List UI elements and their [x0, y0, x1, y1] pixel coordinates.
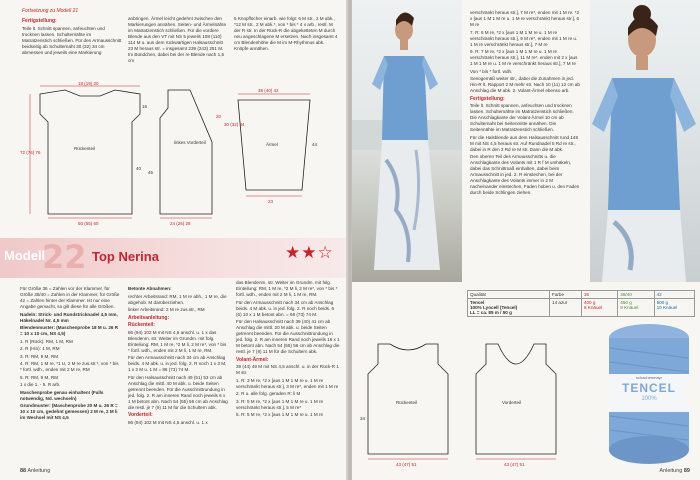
paragraph: 2. R (Hin): 1 M, RM: [20, 346, 60, 351]
paragraph: Fertigstellung:: [470, 95, 505, 102]
paragraph: 1. R: 3 M re, *2 x [aus 1 M 1 M re u. 1 M re verschränkt heraus str.], 3 M re*, enden mit 1 M re: [236, 377, 339, 389]
back-bottom-measure: 50 (55) 60: [78, 221, 99, 226]
page-label-left: Anleitung: [27, 468, 51, 474]
paragraph: Vorderteil:: [128, 412, 153, 418]
front2-label: Vorderteil: [502, 400, 522, 405]
sleeve-top-measure: 38 (40) 42: [258, 88, 279, 93]
model-word: Modell: [4, 248, 46, 263]
paragraph: rechter Arbeitsrand: RM, 1 M re abh., 1 M re, die abgehob. M darüberziehen.: [128, 293, 227, 305]
continuation-title: Fortsetzung zu Modell 21: [22, 8, 79, 14]
back-schematic: [20, 81, 148, 226]
paragraph: 1. R (Rück): RM, 1 M, RM: [20, 338, 73, 344]
front2-schematic: [476, 344, 556, 467]
instructions-column-3: [236, 280, 340, 420]
paragraph: Grundmuster: (Maschenprobe 20 M u. 26 R = 10 x 10 cm, gedehnt gemessen) 2 M re, 2 M li im Wechsel mit NS 4,5: [20, 403, 118, 420]
paragraph: 2. R u. alle folg. geraden R: li M: [236, 391, 301, 396]
paragraph: Den oberen Teil des Armausschnitts u. die Anschlagkante des Volants mit 1 R f M umhäkeln, dabei das Schnittmaß einhalten, dabei beim Armausschnitt in jed. 2. R einstechen, bei der Anschlagkante des Volants immer in 2 M nacheinander einstechen, Faden hoben u. den Faden durch beide Schlingen ziehen.: [470, 154, 580, 195]
yarn-composition: 100% Lyocell (Tencel): [470, 305, 518, 310]
paragraph: Teile lt. Schnitt spannen, anfeuchten und trocknen lassen. Schulternähte im Matratzenstich schließen. Die Anschlagkante der Volant-Ärmel 10 cm ab Schulternaht bei Seitenmitte annähen. Die Seitennähte im Matratzenstich schließen.: [470, 103, 574, 132]
continuation-text-3: 5 Knopflöcher einarb. wie folgt: 6 M str., 2 M abk., *12 M str., 2 M abk.*, von * bis * 4 x arb., restl. M der R str. In der Rück-R die abgeketteten M durch neu angeschlagene M ersetzen. Nach insgesamt 4 cm Blendenhöhe die M im M-Rhythmus abk. Knöpfe annähen.: [234, 16, 338, 51]
continuation-column: [22, 8, 122, 57]
finishing-heading: Fertigstellung:: [22, 18, 57, 24]
paragraph: 1 x die 1. - 5. R arb.: [20, 382, 61, 387]
yarn-quality-cell: [468, 299, 550, 317]
sleeve-height-measure: 44: [312, 142, 318, 147]
paragraph: 5. R: 5 M re, *2 x [aus 1 M 1 M re u. 1 M re: [236, 412, 324, 417]
sleeve-label: Ärmel: [266, 142, 278, 147]
page-footer-left: [20, 468, 50, 474]
back2-height-measure: 34: [360, 416, 366, 421]
continuation-column-3: [234, 16, 338, 54]
amount-38-40: 450 g: [620, 300, 632, 305]
left-page: [0, 0, 348, 480]
paragraph: 9. R: 7 M re, *2 x [aus 1 M 1 M re u. 1 M re verschränkt heraus str.], 11 M re*, enden mit 2 x [aus 1 M 1 M re u. 1 M re verschränkt heraus str.], 7 M re: [470, 49, 578, 66]
page-number-left: 88: [20, 468, 27, 474]
back-height-measure: 72 (74) 76: [20, 150, 41, 155]
paragraph: Für den Halsausschnitt nach 49 (51) 53 cm ab Anschlag die mittl. 40 M abk. u. beide Seiten getrennt beenden. Für die Ausschnittrundung in jed. folg. 2. R am inneren Rand noch jeweils 6 x 1 M betont abn. Nach 54 (55) 56 cm ab Anschlag die restl. je 7 (9) 11 M für die Schultern abk.: [128, 374, 228, 410]
paragraph: Betonte Abnahmen:: [128, 286, 172, 291]
paragraph: Maschenprobe genau einhalten! (Falls notwendig, Nd. wechseln): [20, 389, 104, 401]
paragraph: Für die Halsblende aus dem Halsausschnitt rund 148 M mit NS 4,5 heraus str. Auf Rundnadel 5 Rd re str., dabei in R den 3 Rd re M str. Dann die M abk.: [470, 134, 579, 152]
left-front-schematic: [148, 90, 222, 226]
yarn-length: LL = ca. 85 m / 50 g: [470, 310, 512, 315]
paragraph: 7. R: 6 M re, *2 x [aus 1 M 1 M re u. 1 M re verschränkt heraus str.], 9 M re*, enden mit 1 M re u. 1 M re verschränkt heraus str.], 7 M re: [470, 29, 578, 47]
header-size-42: 42: [654, 291, 694, 299]
sleeve-bottom-measure: 23: [268, 199, 274, 204]
front-side-measure: 20: [216, 114, 222, 119]
page-label-right: Anleitung: [659, 468, 683, 474]
front-label: linkes Vorderteil: [174, 140, 206, 145]
paragraph: 3. R: RM, 9 M, RM: [20, 353, 59, 359]
header-color: Farbe: [550, 291, 582, 299]
amount-42: 500 g: [656, 300, 669, 305]
paragraph: Rückenteil:: [128, 322, 155, 328]
yarn-ball-photo: [604, 318, 694, 468]
back2-schematic: [360, 344, 448, 467]
yarn-brand: schachenmayr: [635, 375, 662, 380]
paragraph: 39 (44) 49 M mit NS 4,5 anschl. u. in der Rück-R 1 M str.: [236, 364, 339, 375]
model-number: 22: [42, 238, 87, 276]
model-name: Top Nerina: [92, 249, 159, 264]
paragraph: Für den Halsausschnitt nach 39 (40) 41 cm ab Anschlag die mittl. 20 M abk. u. beide Seiten getrennt beenden. Für die Ausschnittrundung in jed. folg. 2. R am inneren Rand noch jeweils 16 x 1 M betont abn. Nach 54 (55) 56 cm ab Anschlag die restl. je 7 (9) 11 M für die Schultern abk.: [236, 319, 340, 354]
paragraph: das Blendenm. str. Weiter im Grundm. mit folg. Einteilung: RM, 1 M re, *2 M li, 2 M re*, von * bis * fortl. wdh., enden mit 2 M li, 1 M re, RM.: [236, 280, 338, 297]
yarn-amount-36: [581, 299, 617, 317]
continuation-column-2: [128, 16, 228, 66]
continuation-text-2: anbringen. Ärmel leicht gedehnt zwischen den Markierungen annähen. Seiten- und Ärmelnähte im Matratzenstich schließen. Für die vordere Blende aus den VT mit NS 5 jeweils 108 (110) 114 M u. aus dem rückwärtigen Halsausschnitt 23 M heraus str. = insgesamt 239 (243) 251 M. Im Bündchen, dabei bei der re Blende nach 1,5 cm: [128, 16, 227, 63]
yarn-table-row: [468, 299, 695, 317]
right-instructions-column: [470, 10, 580, 198]
paragraph: 4. R: RM, 1 M re, *1 U, 2 M re zus.str.*, von * bis * fortl. wdh., enden mit 2 M re, RM: [20, 361, 119, 372]
paragraph: Für den Armausschnitt nach 34 cm ab Anschlag beids. 4 M abk. u. in jed. folg. 2. R noch beids. 6 (6) 10 x 1 M betont abn. = 66 (73) 74 M.: [236, 299, 335, 317]
header-quality: Qualität: [468, 291, 550, 299]
difficulty-stars: ★★☆: [285, 243, 334, 262]
sleeve-schematic: [224, 88, 318, 204]
back-body-height: 40: [136, 166, 142, 171]
page-footer-right: [659, 468, 690, 474]
skeins-42: 10 Knäuel: [656, 305, 678, 310]
header-size-38-40: 38/40: [618, 291, 654, 299]
amount-36: 400 g: [583, 300, 596, 305]
paragraph: 5. R: RM, 9 M, RM: [20, 374, 59, 380]
instructions-column-2: [128, 286, 228, 427]
yarn-table-header: [468, 291, 695, 299]
skeins-36: 8 Knäuel: [583, 305, 603, 310]
yarn-color: 14 azur: [550, 299, 582, 317]
paragraph: Senogemäß weiter str., dabei die Zunahmen in jed. Hin-R lt. Rapport 2 M mehr str. Nach 10 (11) 12 cm ab Anschlag die M abk. 2. Volant-Ärmel ebenso arb.: [470, 76, 580, 93]
back-label: Rückenteil: [74, 146, 96, 151]
yarn-label-name: TENCEL: [622, 381, 676, 395]
paragraph: 86 (94) 102 M mit NS 4,5 anschl. u. 1 x das Blendenm. str. Weiter im Grundm. mit folg. Einteilung: RM, 1 M re, *2 M li, 2 M re*, von * bis * fortl. wdh., enden mit 2 M li, 1 M re, RM.: [128, 329, 227, 353]
finishing-text: Teile lt. Schnitt spannen, anfeuchten und trocknen lassen. Schulternähte im Matratzenstich schließen. Für den Armausschnitt beidseitig ab Schulternaht 30 (32) 34 cm abmessen und jeweils eine Markierung: [22, 25, 122, 55]
model-photo-closeup: [590, 0, 700, 282]
paragraph: Nadeln: Strick- und Rundstricknadel 4,5 mm, Häkelnadel Nr. 4,5 mm: [20, 311, 118, 323]
instructions-column-1: [20, 286, 120, 423]
back2-bottom-measure: 43 (47) 51: [396, 462, 417, 467]
paragraph: linker Arbeitsrand: 2 M re zus.str., RM: [128, 307, 205, 312]
front-height-measure: 45: [148, 170, 154, 175]
front-bottom-measure: 24 (26) 28: [170, 221, 191, 226]
paragraph: Für Größe 36 = Zahlen vor der Klammer, für Größe 38/40 = Zahlen in der Klammer, für Größe 42 = Zahlen hinter der Klammer. Ist nur eine Angabe gemacht, so gilt diese für alle Größen.: [20, 286, 120, 309]
yarn-quality-name: Tencel: [470, 300, 485, 305]
yarn-table: [467, 290, 695, 317]
yarn-label-sub: 100%: [641, 396, 657, 402]
paragraph: 3. R: 5 M re, *2 x [aus 1 M 1 M re u. 1 M re verschränkt heraus str.], 5 M re*: [236, 398, 324, 410]
back2-label: Rückenteil: [396, 400, 418, 405]
paragraph: Arbeitsanleitung:: [128, 314, 170, 321]
back-top-measure: 18 (19) 20: [78, 81, 99, 86]
paragraph: Blendenmuster: (Maschenprobe 18 M u. 26 R = 10 x 10 cm, NS 4,5): [20, 325, 119, 336]
sleeve-side-measure: 30 (32) 34: [224, 122, 245, 127]
model-photo-beach: [352, 0, 462, 282]
header-size-36: 36: [581, 291, 617, 299]
right-page: [352, 0, 700, 480]
back-armhole-measure: 16: [142, 104, 148, 109]
page-number-right: 89: [683, 468, 690, 474]
skeins-38-40: 9 Knäuel: [620, 305, 639, 310]
paragraph: verschränkt heraus str.], 7 M re*, enden mit 1 M re. *2 x [aus 1 M 1 M re u. 1 M re verschränkt heraus str.], 6 M re: [470, 10, 580, 27]
paragraph: 86 (94) 102 M mit NS 4,5 anschl. u. 1 x: [128, 419, 208, 425]
paragraph: Für den Armausschnitt nach 34 cm ab Anschlag beids. 4 M abk. u. in jed. folg. 2. R noch 1 x 3 M, 1 x 2 M u. 1 M = 86 (73) 74 M.: [128, 355, 227, 372]
pattern-schematics-22: [362, 338, 592, 468]
yarn-amount-38-40: [618, 299, 654, 317]
yarn-amount-42: [654, 299, 694, 317]
front2-bottom-measure: 43 (47) 51: [504, 462, 525, 467]
paragraph: Von * bis * fortl. wdh.: [470, 68, 513, 74]
paragraph: Volant-Ärmel:: [236, 356, 269, 363]
pattern-schematics-21: [20, 82, 340, 230]
